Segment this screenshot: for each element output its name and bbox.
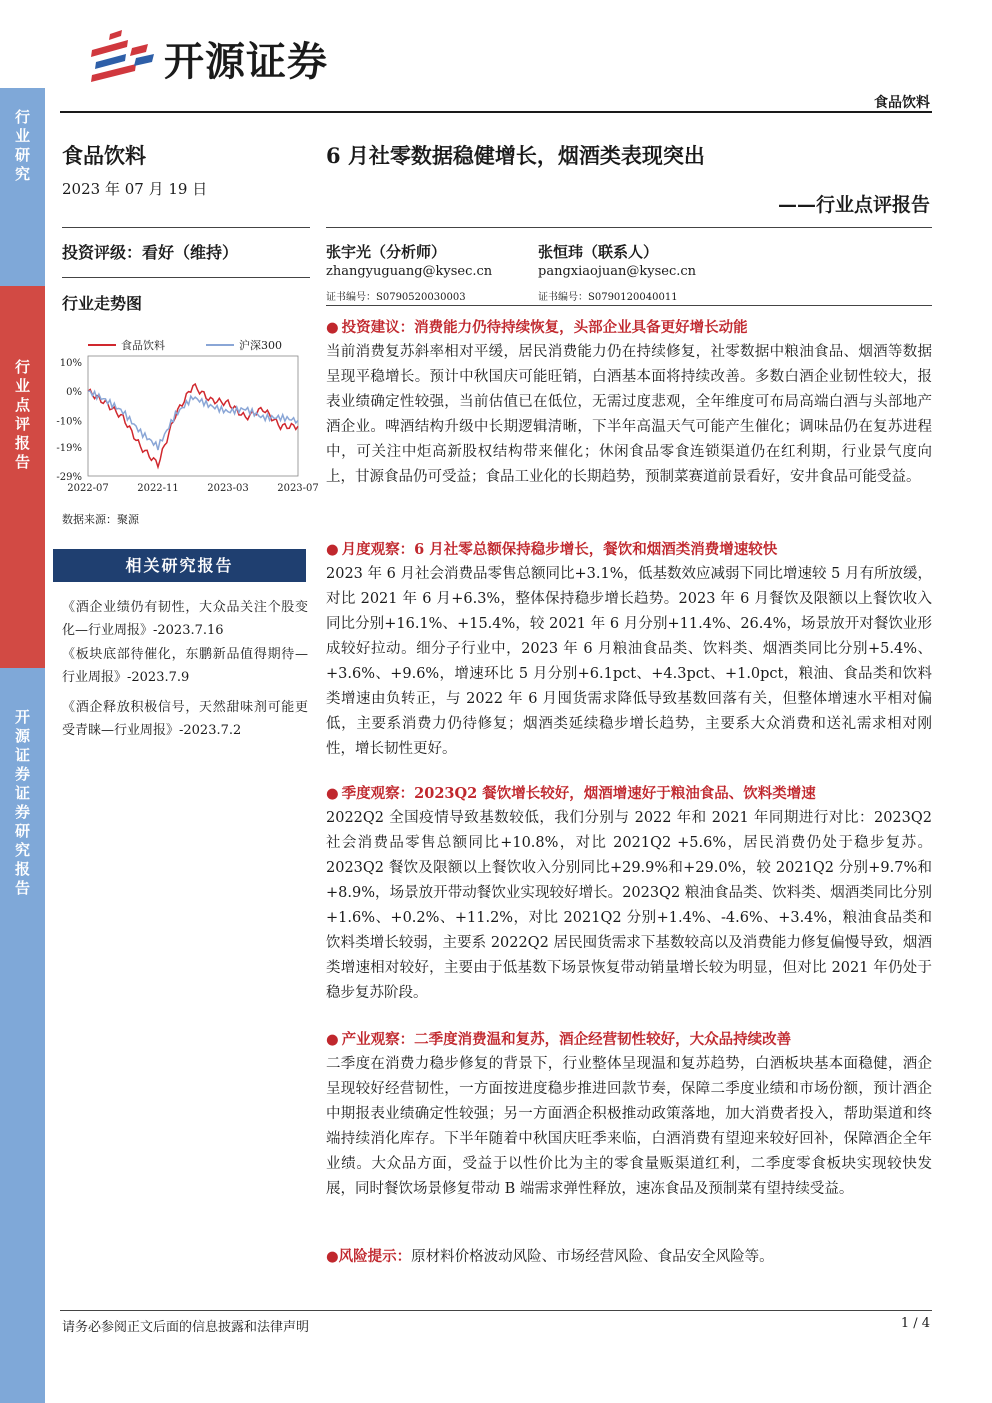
section-body: 当前消费复苏斜率相对平缓，居民消费能力仍在持续修复，社零数据中粮油食品、烟酒等数据呈现平稳增长。预计中秋国庆可能旺销，白酒基本面将持续改善。多数白酒企业韧性较大，报表业绩确定性较强，当前估值已在低位，无需过度悲观，全年维度可布局高端白酒与头部地产酒企业。啤酒结构升级中长期逻辑清晰，下半年高温天气可能产生催化；调味品仍在复苏进程中，可关注中炬高新股权结构带来催化；休闲食品零食连锁渠道仍在红利期，行业景气度向上，甘源食品仍可受益；食品工业化的长期趋势，预制菜赛道前景看好，安井食品可能受益。	[326, 344, 932, 485]
x-tick-label: 2023-03	[207, 483, 249, 494]
contact-email[interactable]: pangxiaojuan@kysec.cn	[538, 264, 697, 279]
left-divider	[62, 227, 310, 228]
y-tick-label: 0%	[66, 387, 82, 399]
x-tick-label: 2022-07	[67, 483, 109, 494]
section-heading: 月度观察：6 月社零总额保持稳步增长，餐饮和烟酒类消费增速较快	[341, 541, 778, 558]
title-divider	[326, 227, 932, 228]
analyst-cert: 证书编号：S0790520030003	[326, 292, 466, 303]
y-tick-label: -29%	[56, 472, 82, 483]
section-quarterly	[326, 784, 932, 1006]
side-band	[0, 88, 45, 1403]
risk-text: 原材料价格波动风险、市场经营风险、食品安全风险等。	[411, 1249, 774, 1265]
trend-chart	[52, 326, 319, 506]
section-investment-advice	[326, 318, 932, 490]
bullet-icon: ●	[326, 1249, 339, 1265]
section-heading: 季度观察：2023Q2 餐饮增长较好，烟酒增速好于粮油食品、饮料类增速	[341, 785, 816, 802]
side-band-report-type: 行业点评报告	[0, 286, 45, 668]
investment-rating: 投资评级：看好（维持）	[62, 243, 239, 262]
report-title: 6 月社零数据稳健增长，烟酒类表现突出	[326, 143, 705, 168]
section-body: 2022Q2 全国疫情导致基数较低，我们分别与 2022 年和 2021 年同期进行对比：2023Q2 社会消费品零售总额同比+10.8%，对比 2021Q2 +5.6%，居民消费仍处于稳步复苏。2023Q2 餐饮及限额以上餐饮收入分别同比+29.9%和+29.0%，较 2021Q2 分别+9.7%和+8.9%，场景放开带动餐饮业实现较好增长。2023Q2 粮油食品类、饮料类、烟酒类同比分别+1.6%、+0.2%、+11.2%，对比 2021Q2 分别+1.4%、-4.6%、+3.4%，粮油食品类和饮料类增长较弱，主要系 2022Q2 居民囤货需求下基数较高以及消费能力修复偏慢导致，烟酒类增速相对较好，主要由于低基数下场景恢复带动销量增长较为明显，但对比 2021 年仍处于稳步复苏阶段。	[326, 810, 932, 1001]
side-band-company: 开源证券 证券研究报告	[0, 668, 45, 1403]
y-tick-label: -10%	[56, 416, 82, 428]
y-tick-label: 10%	[59, 358, 82, 369]
analyst-email[interactable]: zhangyuguang@kysec.cn	[326, 264, 493, 279]
related-report-item[interactable]: 《酒企业绩仍有韧性，大众品关注个股变化—行业周报》-2023.7.16	[62, 600, 308, 638]
contact-name: 张恒玮（联系人）	[538, 243, 659, 261]
report-date: 2023 年 07 月 19 日	[62, 180, 208, 198]
section-body: 2023 年 6 月社会消费品零售总额同比+3.1%，低基数效应减弱下同比增速较 5 月有所放缓，对比 2021 年 6 月+6.3%，整体保持稳步增长趋势。2023 年 6 月餐饮及限额以上餐饮收入同比分别+16.1%、+15.4%，较 2021 年 6 月分别+11.4%、26.4%，场景放开对餐饮业形成较好拉动。细分子行业中，2023 年 6 月粮油食品类、饮料类、烟酒类同比分别+5.4%、+3.6%、+9.6%，增速环比 5 月分别+6.1pct、+4.3pct、+1.0pct，粮油、食品类和饮料类增速由负转正，与 2022 年 6 月囤货需求降低导致基数回落有关，但整体增速水平相对偏低，主要系消费力仍待修复；烟酒类延续稳步增长趋势，主要系大众消费和送礼需求相对刚性，增长韧性更好。	[326, 566, 932, 757]
chart-legend	[88, 338, 282, 352]
bullet-icon: ●	[326, 785, 339, 802]
header-category: 食品饮料	[874, 95, 930, 111]
related-report-item[interactable]: 《板块底部待催化，东鹏新品值得期待—行业周报》-2023.7.9	[62, 647, 308, 685]
footer-disclaimer[interactable]: 请务必参阅正文后面的信息披露和法律声明	[62, 1320, 310, 1335]
bullet-icon: ●	[326, 1031, 339, 1048]
series-line-food-beverage	[88, 384, 298, 467]
report-subtitle: ——行业点评报告	[777, 194, 930, 216]
header-divider	[60, 111, 932, 113]
legend-label: 食品饮料	[121, 339, 165, 352]
section-heading: 投资建议：消费能力仍待持续恢复，头部企业具备更好增长动能	[341, 319, 748, 336]
chart-series	[88, 384, 298, 467]
page-number: 1 / 4	[900, 1316, 930, 1331]
logo-mark-icon	[88, 28, 164, 88]
legend-label: 沪深300	[239, 339, 282, 352]
analyst-name: 张宇光（分析师）	[326, 243, 447, 261]
chart-x-axis	[67, 483, 319, 494]
y-tick-label: -19%	[56, 442, 82, 454]
section-industry	[326, 1030, 932, 1202]
analyst-divider	[326, 305, 932, 306]
brand-name: 开源证券	[164, 39, 328, 85]
section-heading: 产业观察：二季度消费温和复苏，酒企经营韧性较好，大众品持续改善	[341, 1031, 792, 1048]
trend-chart-title: 行业走势图	[62, 294, 143, 313]
section-monthly	[326, 540, 932, 762]
footer-divider	[60, 1310, 932, 1311]
risk-label: 风险提示：	[338, 1248, 412, 1265]
related-report-item[interactable]: 《酒企释放积极信号，天然甜味剂可能更受青睐—行业周报》-2023.7.2	[62, 700, 308, 738]
side-band-industry-research: 行业研究	[0, 88, 45, 286]
left-divider	[62, 277, 310, 278]
chart-source: 数据来源：聚源	[62, 513, 139, 526]
bullet-icon: ●	[326, 319, 339, 336]
chart-y-axis	[56, 358, 82, 483]
related-reports-header: 相关研究报告	[53, 549, 306, 582]
industry-category: 食品饮料	[62, 143, 146, 168]
section-body: 二季度在消费力稳步修复的背景下，行业整体呈现温和复苏趋势，白酒板块基本面稳健，酒企呈现较好经营韧性，一方面按进度稳步推进回款节奏，保障二季度业绩和市场份额，预计酒企中期报表业绩确定性较强；另一方面酒企积极推动政策落地，加大消费者投入，帮助渠道和终端持续消化库存。下半年随着中秋国庆旺季来临，白酒消费有望迎来较好回补，保障酒企全年业绩。大众品方面，受益于以性价比为主的零食量贩渠道红利，二季度零食板块实现较快发展，同时餐饮场景修复带动 B 端需求弹性释放，速冻食品及预制菜有望持续受益。	[326, 1056, 932, 1197]
bullet-icon: ●	[326, 541, 339, 558]
series-line-csi300	[88, 391, 298, 450]
x-tick-label: 2023-07	[277, 483, 319, 494]
contact-cert: 证书编号：S0790120040011	[538, 292, 678, 303]
x-tick-label: 2022-11	[137, 483, 179, 494]
section-risk	[326, 1246, 932, 1268]
